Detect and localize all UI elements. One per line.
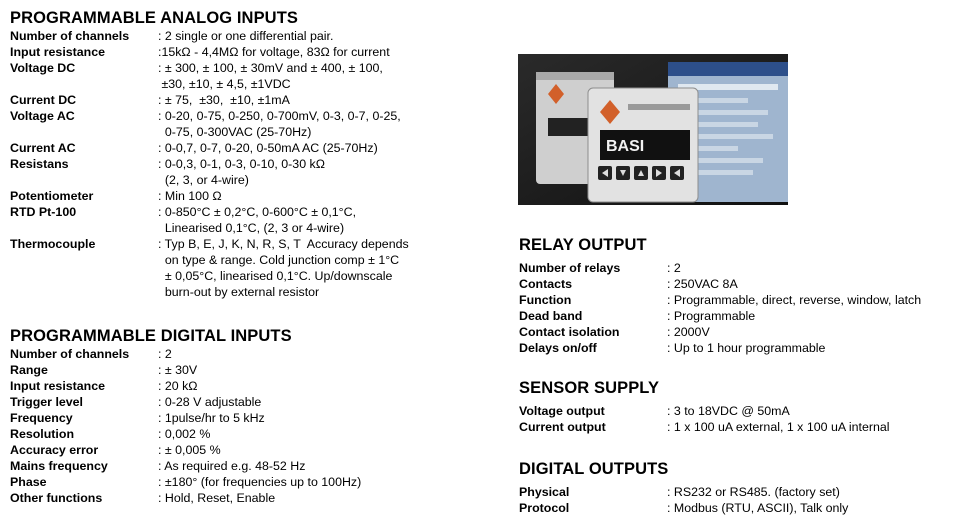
relay-output-table	[519, 260, 959, 356]
spec-row	[519, 419, 959, 435]
spec-label: Number of relays	[519, 261, 621, 275]
spec-label: Function	[519, 293, 572, 307]
spec-label: Input resistance	[10, 45, 106, 59]
digital-inputs-heading: PROGRAMMABLE DIGITAL INPUTS	[10, 327, 292, 345]
spec-value: : Up to 1 hour programmable	[667, 341, 826, 355]
spec-label: Potentiometer	[10, 189, 94, 203]
spec-label: Range	[10, 363, 48, 377]
spec-label: Other functions	[10, 491, 103, 505]
spec-row	[10, 92, 490, 108]
spec-row	[10, 458, 490, 474]
spec-row	[10, 140, 490, 156]
spec-label: RTD Pt-100	[10, 205, 77, 219]
spec-label: Voltage output	[519, 404, 605, 418]
spec-value: : Typ B, E, J, K, N, R, S, T Accuracy depends on type & range. Cold junction comp ± 1°C ± 0,05°C, linearised 0,1°C. Up/downscale burn-out by external resistor	[158, 237, 409, 299]
product-photo	[518, 54, 788, 205]
spec-row	[519, 260, 959, 276]
relay-output-heading: RELAY OUTPUT	[519, 236, 647, 254]
analog-inputs-heading: PROGRAMMABLE ANALOG INPUTS	[10, 9, 298, 27]
spec-row	[519, 276, 959, 292]
spec-value: : 2	[158, 347, 172, 361]
spec-label: Input resistance	[10, 379, 106, 393]
spec-label: Voltage AC	[10, 109, 75, 123]
spec-value: : ±180° (for frequencies up to 100Hz)	[158, 475, 362, 489]
spec-value: : 0,002 %	[158, 427, 211, 441]
spec-value: : 0-0,7, 0-7, 0-20, 0-50mA AC (25-70Hz)	[158, 141, 378, 155]
spec-label: Number of channels	[10, 347, 130, 361]
spec-label: Current AC	[10, 141, 76, 155]
spec-value: : Programmable	[667, 309, 756, 323]
spec-label: Mains frequency	[10, 459, 108, 473]
spec-label: Delays on/off	[519, 341, 597, 355]
spec-label: Current output	[519, 420, 606, 434]
spec-value: : Hold, Reset, Enable	[158, 491, 276, 505]
spec-value: : 2000V	[667, 325, 710, 339]
digital-outputs-table	[519, 484, 959, 516]
spec-value: : 1 x 100 uA external, 1 x 100 uA internal	[667, 420, 890, 434]
spec-value: : 0-0,3, 0-1, 0-3, 0-10, 0-30 kΩ (2, 3, or 4-wire)	[158, 157, 325, 187]
sensor-supply-table	[519, 403, 959, 435]
spec-row	[519, 308, 959, 324]
spec-value: : Min 100 Ω	[158, 189, 222, 203]
spec-row	[10, 442, 490, 458]
spec-value: : 2 single or one differential pair.	[158, 29, 334, 43]
spec-value: : ± 30V	[158, 363, 198, 377]
device-brand-text: BASI	[606, 138, 645, 155]
spec-value: : Programmable, direct, reverse, window, latch	[667, 293, 922, 307]
spec-value: : 0-20, 0-75, 0-250, 0-700mV, 0-3, 0-7, 0-25, 0-75, 0-300VAC (25-70Hz)	[158, 109, 401, 139]
analog-inputs-table	[10, 28, 490, 300]
digital-outputs-section	[519, 459, 959, 516]
sensor-supply-heading: SENSOR SUPPLY	[519, 379, 660, 397]
spec-label: Current DC	[10, 93, 77, 107]
spec-value: : RS232 or RS485. (factory set)	[667, 485, 840, 499]
spec-row	[10, 236, 490, 300]
spec-row	[10, 28, 490, 44]
spec-label: Contact isolation	[519, 325, 620, 339]
spec-value: : 1pulse/hr to 5 kHz	[158, 411, 265, 425]
spec-label: Thermocouple	[10, 237, 96, 251]
spec-value: : 250VAC 8A	[667, 277, 738, 291]
spec-value: : 0-28 V adjustable	[158, 395, 262, 409]
spec-row	[10, 188, 490, 204]
spec-label: Voltage DC	[10, 61, 76, 75]
spec-value: : ± 300, ± 100, ± 30mV and ± 400, ± 100, ±30, ±10, ± 4,5, ±1VDC	[158, 61, 383, 91]
spec-value: :15kΩ - 4,4MΩ for voltage, 83Ω for current	[158, 45, 390, 59]
digital-inputs-table	[10, 346, 490, 506]
spec-row	[519, 500, 959, 516]
spec-label: Protocol	[519, 501, 570, 515]
sensor-supply-section	[519, 378, 959, 435]
spec-label: Contacts	[519, 277, 573, 291]
spec-label: Trigger level	[10, 395, 84, 409]
spec-value: : 20 kΩ	[158, 379, 198, 393]
spec-value: : 3 to 18VDC @ 50mA	[667, 404, 790, 418]
spec-label: Dead band	[519, 309, 583, 323]
spec-value: : 2	[667, 261, 681, 275]
spec-label: Resistans	[10, 157, 69, 171]
spec-value: : ± 0,005 %	[158, 443, 221, 457]
spec-value: : Modbus (RTU, ASCII), Talk only	[667, 501, 849, 515]
spec-row	[10, 474, 490, 490]
spec-row	[519, 484, 959, 500]
spec-row	[10, 490, 490, 506]
spec-label: Frequency	[10, 411, 73, 425]
spec-row	[10, 410, 490, 426]
spec-row	[10, 60, 490, 92]
spec-row	[10, 204, 490, 236]
spec-row	[10, 346, 490, 362]
spec-row	[10, 394, 490, 410]
spec-row	[10, 156, 490, 188]
relay-output-section	[519, 235, 959, 356]
analog-inputs-section	[10, 8, 490, 300]
spec-label: Phase	[10, 475, 47, 489]
spec-value: : ± 75, ±30, ±10, ±1mA	[158, 93, 290, 107]
spec-value: : As required e.g. 48-52 Hz	[158, 459, 306, 473]
spec-row	[10, 44, 490, 60]
spec-label: Accuracy error	[10, 443, 99, 457]
spec-row	[10, 426, 490, 442]
spec-row	[519, 324, 959, 340]
spec-label: Resolution	[10, 427, 75, 441]
spec-row	[519, 340, 959, 356]
spec-row	[10, 108, 490, 140]
spec-row	[10, 362, 490, 378]
device-photo-illustration	[518, 54, 788, 205]
spec-label: Physical	[519, 485, 570, 499]
spec-row	[10, 378, 490, 394]
digital-outputs-heading: DIGITAL OUTPUTS	[519, 460, 669, 478]
spec-label: Number of channels	[10, 29, 130, 43]
spec-row	[519, 292, 959, 308]
digital-inputs-section	[10, 326, 490, 506]
spec-row	[519, 403, 959, 419]
spec-value: : 0-850°C ± 0,2°C, 0-600°C ± 0,1°C, Linearised 0,1°C, (2, 3 or 4-wire)	[158, 205, 357, 235]
